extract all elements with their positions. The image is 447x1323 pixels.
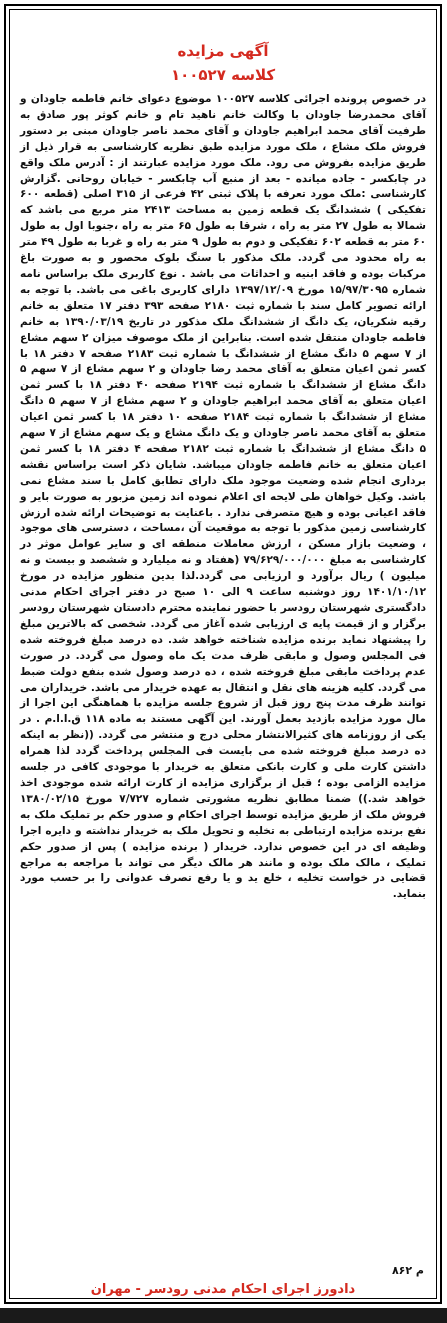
notice-body: در خصوص پرونده اجرائی کلاسه ۱۰۰۵۲۷ موضوع دعوای خانم فاطمه جاودان و آقای محمدرضا جاودان با وکالت خانم ناهید تام و خانم کوثر پور صادق به طرفیت آقای محمد ابراهیم جاودان و آقای محمد ناصر جاودان مبنی بر دستور فروش ملک مشاع ، ملک مورد مزایده طبق نظریه کارشناسی به قرار ذیل از طریق مزایده بفروش می رود. ملک مورد مزایده عبارتند از : آدرس ملک واقع در چابکسر - جاده میانده - بعد از منبع آب چابکسر - خیابان روحانی .گزارش کارشناسی :ملک مورد تعرفه با پلاک ثبتی ۴۲ فرعی از ۳۱۵ اصلی (قطعه ۶۰۰ تفکیکی ) ششدانگ یک قطعه زمین به مساحت ۲۴۱۳ متر مربع می باشد که شمالا به طول ۲۷ متر به راه ، شرقا به طول ۶۵ متر به راه ،جنوبا اول به طول ۶۰ متر به قطعه ۶۰۲ تفکیکی و دوم به طول ۹ متر به راه و غربا به طول ۴۹ متر به راه محدود می گردد. ملک مذکور با سنگ بلوک محصور و به صورت باغ مرکبات بوده و فاقد ابنیه و احداثات می باشد . نوع کاربری ملک براساس نامه شماره ۱۵/۹۷/۳۰۹۵ مورخ ۱۳۹۷/۱۲/۰۹ دارای کاربری باغی می باشد. با توجه به ارائه تصویر کامل سند با شماره ثبت ۲۱۸۰ صفحه ۳۹۳ دفتر ۱۷ متعلق به خانم رقیه شکریان، یک دانگ از ششدانگ ملک مذکور در تاریخ ۱۳۹۰/۰۳/۱۹ به خانم فاطمه جاودان منتقل شده است. بنابراین از ملک موصوف میزان ۲ سهم مشاع از ۷ سهم ۵ دانگ مشاع از ششدانگ با شماره ثبت ۲۱۸۳ صفحه ۷ دفتر ۱۸ با کسر ثمن اعیان متعلق به آقای محمد رضا جاودان و ۲ سهم مشاع از ۷ سهم ۵ دانگ مشاع از ششدانگ با شماره ثبت ۲۱۹۴ صفحه ۴۰ دفتر ۱۸ با کسر ثمن اعیان متعلق به آقای محمد ابراهیم جاودان و ۲ سهم مشاع از ۷ سهم ۵ دانگ مشاع از ششدانگ با شماره ثبت ۲۱۸۴ صفحه ۱۰ دفتر ۱۸ با کسر ثمن اعیان متعلق به آقای محمد ناصر جاودان و یک دانگ مشاع و یک سهم مشاع از ۷ سهم ۵ دانگ مشاع از ششدانگ با شماره ثبت ۲۱۸۲ صفحه ۴ دفتر ۱۸ با کسر ثمن اعیان متعلق به خانم فاطمه جاودان میباشد. شایان ذکر است براساس نقشه برداری انجام شده وضعیت موجود ملک دارای تطابق کامل با سند مشاع نمی باشد. وکیل خواهان طی لایحه ای اعلام نموده اند زمین مزبور به صورت بایر و فاقد اعیانی بوده و هیچ متصرفی ندارد . باعنایت به توضیحات ارائه شده ارزش کارشناسی زمین مذکور با توجه به موقعیت آن ،مساحت ، دسترسی های موجود ، وضعیت بازار مسکن ، ارزش معاملات منطقه ای و سایر عوامل موثر در کارشناسی به مبلغ ۷۹/۶۲۹/۰۰۰/۰۰۰ (هفتاد و نه میلیارد و ششصد و بیست و نه میلیون ) ریال برآورد و ارزیابی می گردد.لذا بدین منظور مزایده در مورخ ۱۴۰۱/۱۰/۱۲ روز دوشنبه ساعت ۹ الی ۱۰ صبح در دفتر اجرای احکام مدنی دادگستری شهرستان رودسر با حضور نماینده محترم دادستان شهرستان رودسر برگزار و از قیمت پایه ی ارزیابی شده آغاز می گردد. شخصی که بالاترین مبلغ را پیشنهاد نماید برنده مزایده شناخته خواهد شد. ده درصد مبلغ فروخته شده فی المجلس وصول و مابقی ظرف مدت یک ماه وصول می گردد. در صورت عدم پرداخت مابقی مبلغ فروخته شده ، ده درصد وصول شده بنفع دولت ضبط می گردد. کلیه هزینه های نقل و انتقال به عهده خریدار می باشد. خریداران می توانند ظرف مدت پنج روز قبل از شروع جلسه مزایده با هماهنگی این اجرا از مال مورد مزایده بازدید بعمل آورند. این آگهی مستند به ماده ۱۱۸ ق.ا.ا.م . در یکی از روزنامه های کثیرالانتشار محلی درج و منتشر می گردد. ((نظر به اینکه ده درصد مبلغ فروخته شده می بایست فی المجلس پرداخت گردد لذا همراه داشتن کارت ملی و کارت بانکی متعلق به خریدار با موجودی کافی در جلسه مزایده الزامی بوده ؛ قبل از برگزاری مزایده از کارت ارائه شده موجودی اخذ خواهد شد.)) ضمنا مطابق نظریه مشورتی شماره ۷/۷۲۷ مورخ ۱۳۸۰/۰۲/۱۵ فروش ملک از طریق مزایده توسط اجرای احکام و صدور حکم بر تملیک ملک به نفع برنده مزایده ارتباطی به تخلیه و تحویل ملک به خریدار نداشته و دایره اجرا وظیفه ای در این خصوص ندارد. خریدار ( برنده مزایده ) پس از صدور حکم تملیک ، مالک ملک بوده و مانند هر مالک دیگر می تواند با مراجعه به مراجع قضایی در خواست تخلیه ، خلع ید و یا رفع تصرف عدوانی را بر حسب مورد بنماید. bbox=[20, 93, 427, 901]
notice-title: آگهی مزایده bbox=[177, 42, 269, 60]
notice-frame bbox=[4, 4, 442, 1304]
reference-code: م ۸۶۲ bbox=[391, 1264, 424, 1277]
notice-signature: دادورز اجرای احکام مدنی رودسر - مهران bbox=[90, 1282, 356, 1297]
case-number: کلاسه ۱۰۰۵۲۷ bbox=[170, 66, 276, 84]
bottom-bar bbox=[0, 1308, 447, 1323]
